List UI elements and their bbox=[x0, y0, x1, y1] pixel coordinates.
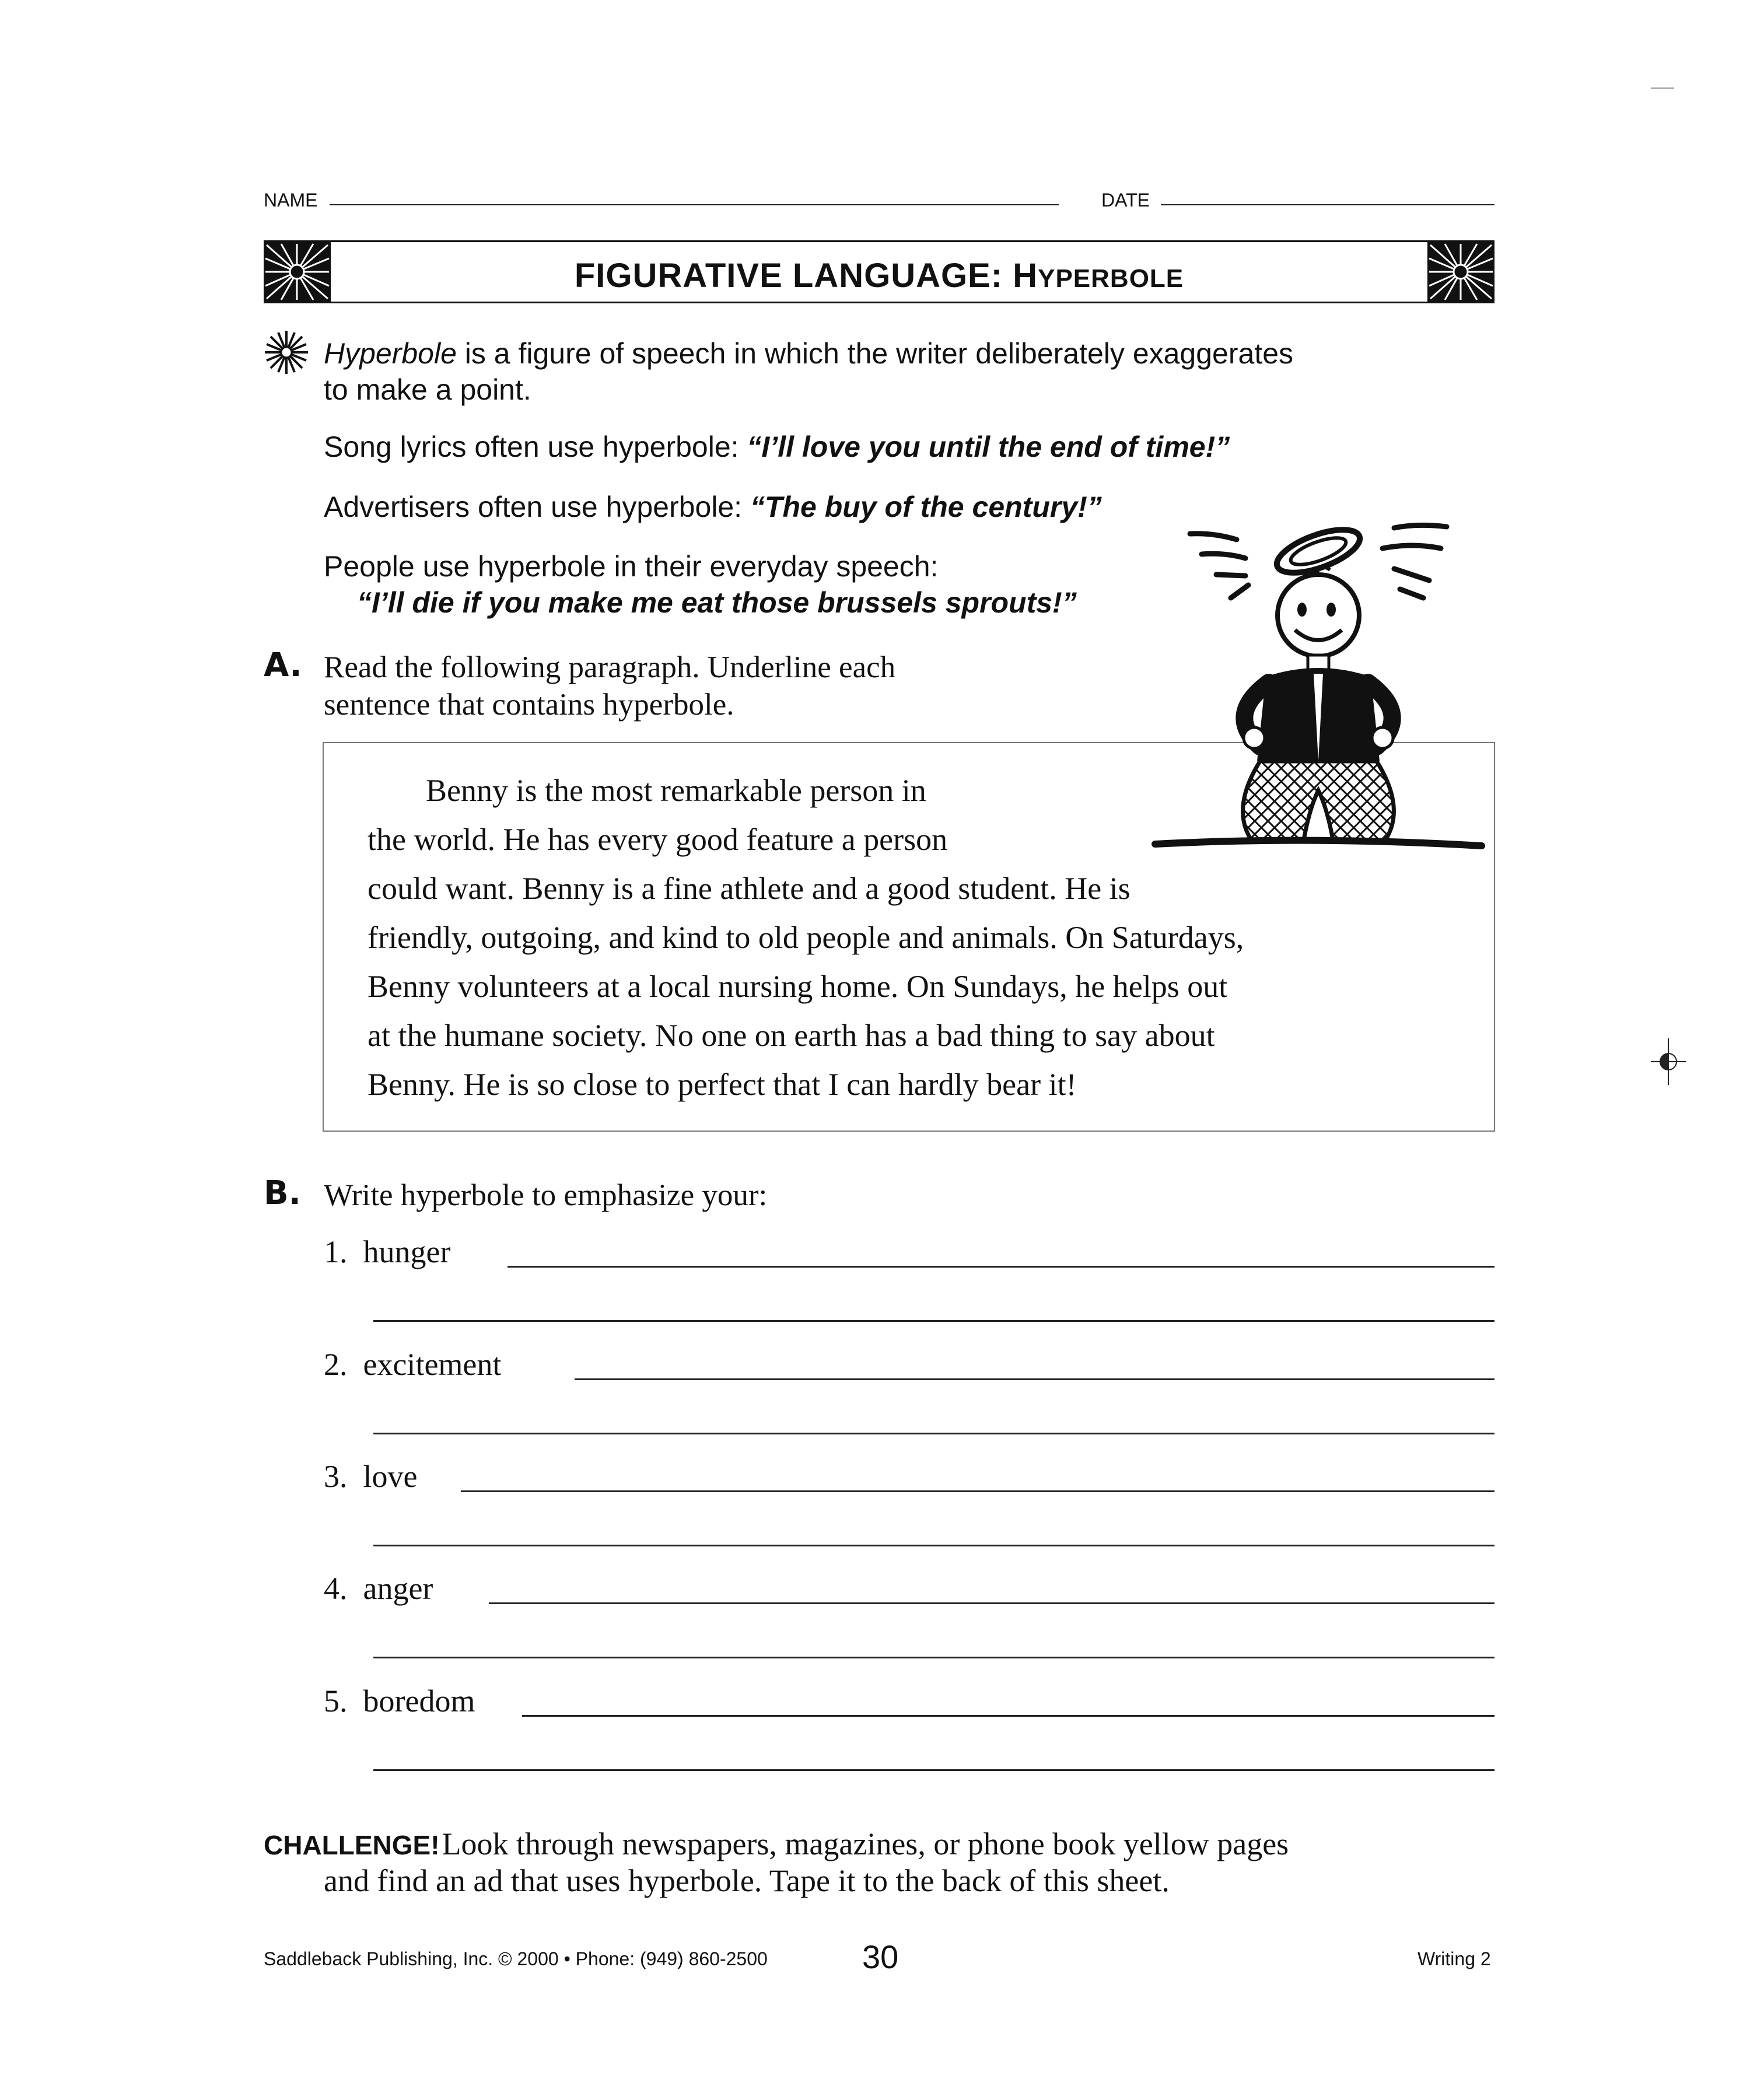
page-number: 30 bbox=[862, 1938, 899, 1975]
answer-line[interactable] bbox=[373, 1657, 1494, 1658]
page-title bbox=[264, 256, 1494, 295]
speech-example: “I’ll die if you make me eat those brussels sprouts!” bbox=[357, 586, 1077, 619]
paragraph-line[interactable]: Benny is the most remarkable person in bbox=[426, 773, 926, 808]
item-number: 3. bbox=[324, 1459, 348, 1494]
challenge-text-1: Look through newspapers, magazines, or phone book yellow pages bbox=[442, 1826, 1289, 1861]
list-item bbox=[324, 1234, 450, 1270]
term-hyperbole: Hyperbole bbox=[324, 337, 457, 370]
song-example-line bbox=[324, 429, 1230, 465]
footer-publisher: Saddleback Publishing, Inc. © 2000 • Phone: (949) 860-2500 bbox=[264, 1948, 768, 1969]
song-example: “I’ll love you until the end of time!” bbox=[747, 430, 1230, 463]
ad-example-line bbox=[324, 489, 1102, 525]
answer-line[interactable] bbox=[508, 1266, 1494, 1268]
speech-label: People use hyperbole in their everyday speech: bbox=[324, 550, 939, 583]
answer-line[interactable] bbox=[373, 1769, 1494, 1771]
paragraph-line[interactable]: Benny. He is so close to perfect that I can hardly bear it! bbox=[368, 1067, 1077, 1102]
crop-mark-top bbox=[1651, 88, 1674, 89]
answer-line[interactable] bbox=[575, 1378, 1494, 1380]
ad-example: “The buy of the century!” bbox=[750, 491, 1102, 523]
song-label: Song lyrics often use hyperbole: bbox=[324, 430, 747, 463]
paragraph-line[interactable]: could want. Benny is a fine athlete and a good student. He is bbox=[368, 871, 1130, 906]
item-word: excitement bbox=[363, 1347, 502, 1382]
answer-line[interactable] bbox=[461, 1490, 1494, 1492]
list-item bbox=[324, 1458, 417, 1494]
item-word: anger bbox=[363, 1571, 433, 1606]
list-item bbox=[324, 1346, 501, 1382]
section-a-instruction-1: Read the following paragraph. Underline each bbox=[324, 650, 896, 684]
item-word: hunger bbox=[363, 1234, 451, 1269]
paragraph-line[interactable]: the world. He has every good feature a person bbox=[368, 822, 948, 857]
name-label: NAME bbox=[264, 190, 318, 211]
list-item bbox=[324, 1570, 433, 1606]
cartoon-boy-with-halo-icon bbox=[1149, 516, 1488, 855]
answer-line[interactable] bbox=[489, 1602, 1494, 1604]
challenge-line-1 bbox=[264, 1826, 1289, 1862]
paragraph-line[interactable]: friendly, outgoing, and kind to old people and animals. On Saturdays, bbox=[368, 920, 1244, 955]
title-topic bbox=[1013, 257, 1184, 295]
date-label: DATE bbox=[1101, 190, 1150, 211]
paragraph-line[interactable]: at the humane society. No one on earth has a bad thing to say about bbox=[368, 1018, 1215, 1053]
item-number: 2. bbox=[324, 1347, 348, 1382]
definition-line-1 bbox=[324, 335, 1293, 372]
item-word: love bbox=[363, 1459, 418, 1494]
title-bar bbox=[264, 240, 1494, 303]
section-a-letter: A. bbox=[264, 646, 302, 684]
date-field-line[interactable] bbox=[1161, 204, 1494, 205]
answer-line[interactable] bbox=[373, 1320, 1494, 1322]
challenge-label: CHALLENGE! bbox=[264, 1830, 440, 1860]
section-b-instruction: Write hyperbole to emphasize your: bbox=[324, 1178, 768, 1212]
list-item bbox=[324, 1683, 475, 1719]
item-number: 1. bbox=[324, 1234, 348, 1269]
answer-line[interactable] bbox=[373, 1545, 1494, 1546]
paragraph-line[interactable]: Benny volunteers at a local nursing home. On Sundays, he helps out bbox=[368, 969, 1228, 1004]
ad-label: Advertisers often use hyperbole: bbox=[324, 491, 750, 523]
item-word: boredom bbox=[363, 1684, 475, 1718]
item-number: 4. bbox=[324, 1571, 348, 1606]
definition-text-1: is a figure of speech in which the writer deliberately exaggerates bbox=[456, 337, 1294, 370]
answer-line[interactable] bbox=[522, 1715, 1494, 1717]
title-topic-rest: YPERBOLE bbox=[1038, 264, 1184, 293]
sparkle-bullet-icon bbox=[264, 330, 309, 375]
registration-mark-icon bbox=[1651, 1038, 1686, 1085]
item-number: 5. bbox=[324, 1684, 348, 1718]
section-b-letter: B. bbox=[264, 1174, 301, 1212]
answer-line[interactable] bbox=[373, 1433, 1494, 1434]
footer-series: Writing 2 bbox=[1418, 1948, 1491, 1969]
definition-line-2: to make a point. bbox=[324, 373, 531, 406]
section-a-instruction-2: sentence that contains hyperbole. bbox=[324, 688, 734, 722]
title-main: FIGURATIVE LANGUAGE: bbox=[574, 257, 1003, 295]
title-topic-initial: H bbox=[1013, 257, 1038, 295]
starburst-right-icon bbox=[1427, 242, 1494, 302]
challenge-text-2: and find an ad that uses hyperbole. Tape it to the back of this sheet. bbox=[324, 1863, 1170, 1898]
name-field-line[interactable] bbox=[330, 204, 1059, 205]
